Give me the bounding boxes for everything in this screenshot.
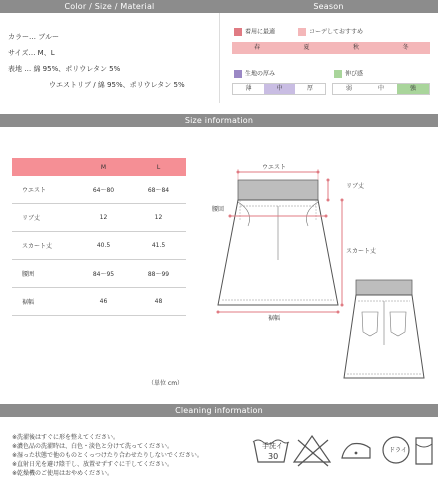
cleaning-information-header: Cleaning information xyxy=(0,404,438,417)
color-size-material-header: Color / Size / Material xyxy=(64,2,155,11)
m-value: 84〜95 xyxy=(76,260,131,288)
material-info: 表地 … 綿 95%、ポリウレタン 5% xyxy=(8,65,121,73)
coord-swatch xyxy=(298,28,306,36)
best-swatch xyxy=(234,28,242,36)
skirt-front xyxy=(218,180,338,305)
stretch-scale xyxy=(332,83,430,95)
table-row xyxy=(12,288,186,316)
size-information-header: Size information xyxy=(0,114,438,127)
label-hem: 裾幅 xyxy=(268,315,281,322)
header-divider xyxy=(219,13,220,103)
stretch-legend xyxy=(334,70,363,79)
skirt-diagram xyxy=(200,150,438,385)
legend-coord-label: コーデしておすすめ xyxy=(309,28,364,36)
thickness-swatch xyxy=(234,70,242,78)
no-bleach-icon xyxy=(294,436,330,466)
label-hip: 腰回 xyxy=(212,206,225,213)
color-info: カラー… ブルー xyxy=(8,33,59,41)
row-label: 裾幅 xyxy=(12,288,76,316)
season-winter: 冬 xyxy=(381,42,430,54)
size-info: サイズ… M、L xyxy=(8,49,55,57)
table-row xyxy=(12,176,186,204)
row-label: スカート丈 xyxy=(12,232,76,260)
care-note: ※直射日光を避け陰干し、放置せずすぐに干してください。 xyxy=(12,461,174,468)
stretch-swatch xyxy=(334,70,342,78)
label-skirt-length: スカート丈 xyxy=(346,248,377,255)
thickness-legend xyxy=(234,70,275,79)
size-table-header xyxy=(12,158,186,176)
label-waist: ウエスト xyxy=(262,164,287,171)
care-note: ※乾燥機のご使用はおやめください。 xyxy=(12,470,114,477)
legend-best xyxy=(234,28,275,37)
l-value: 48 xyxy=(131,288,186,316)
care-note: ※湿った状態で他のものとくっつけたり合わせたりしないでください。 xyxy=(12,452,203,459)
size-col-l: L xyxy=(131,158,186,176)
thickness-scale xyxy=(232,83,326,95)
thickness-medium: 中 xyxy=(264,84,295,94)
l-value: 88〜99 xyxy=(131,260,186,288)
stretch-medium: 中 xyxy=(377,85,384,92)
table-row xyxy=(12,204,186,232)
unit-label: （単位 cm） xyxy=(148,380,184,387)
m-value: 64〜80 xyxy=(76,176,131,204)
table-row xyxy=(12,232,186,260)
size-col-label xyxy=(12,158,76,176)
table-row xyxy=(12,260,186,288)
l-value: 41.5 xyxy=(131,232,186,260)
wash-temp: 30 xyxy=(268,452,279,461)
stretch-weak: 弱 xyxy=(345,85,352,92)
l-value: 12 xyxy=(131,204,186,232)
top-header-bar xyxy=(0,0,438,13)
size-col-m: M xyxy=(76,158,131,176)
season-summer: 夏 xyxy=(282,42,331,54)
care-note: ※洗濯後はすぐに形を整えてください。 xyxy=(12,434,120,441)
skirt-back xyxy=(344,280,424,378)
stretch-strong: 強 xyxy=(397,84,429,94)
stretch-label: 伸び感 xyxy=(345,70,364,78)
wash-label: 手洗イ xyxy=(262,442,283,450)
l-value: 68〜84 xyxy=(131,176,186,204)
thickness-label: 生地の厚み xyxy=(245,70,276,78)
season-autumn: 秋 xyxy=(331,42,381,54)
season-spring: 春 xyxy=(232,42,282,54)
size-table xyxy=(12,158,186,316)
waist-rib-material-info: ウエストリブ / 綿 95%、ポリウレタン 5% xyxy=(49,81,185,89)
m-value: 40.5 xyxy=(76,232,131,260)
row-label: ウエスト xyxy=(12,176,76,204)
label-rib: リブ丈 xyxy=(346,183,365,190)
season-bar xyxy=(232,42,430,54)
row-label: リブ丈 xyxy=(12,204,76,232)
legend-coord xyxy=(298,28,363,37)
thickness-thick: 厚 xyxy=(306,85,313,92)
dry-clean-label: ドライ xyxy=(389,447,407,454)
m-value: 12 xyxy=(76,204,131,232)
care-note: ※濃色品の洗濯時は、白色・淡色と分けて洗ってください。 xyxy=(12,443,174,450)
m-value: 46 xyxy=(76,288,131,316)
row-label: 腰囲 xyxy=(12,260,76,288)
season-header: Season xyxy=(313,2,344,11)
legend-best-label: 着用に最適 xyxy=(245,28,276,36)
thickness-thin: 薄 xyxy=(245,85,252,92)
hang-dry-icon xyxy=(416,438,432,464)
iron-icon xyxy=(342,444,370,459)
